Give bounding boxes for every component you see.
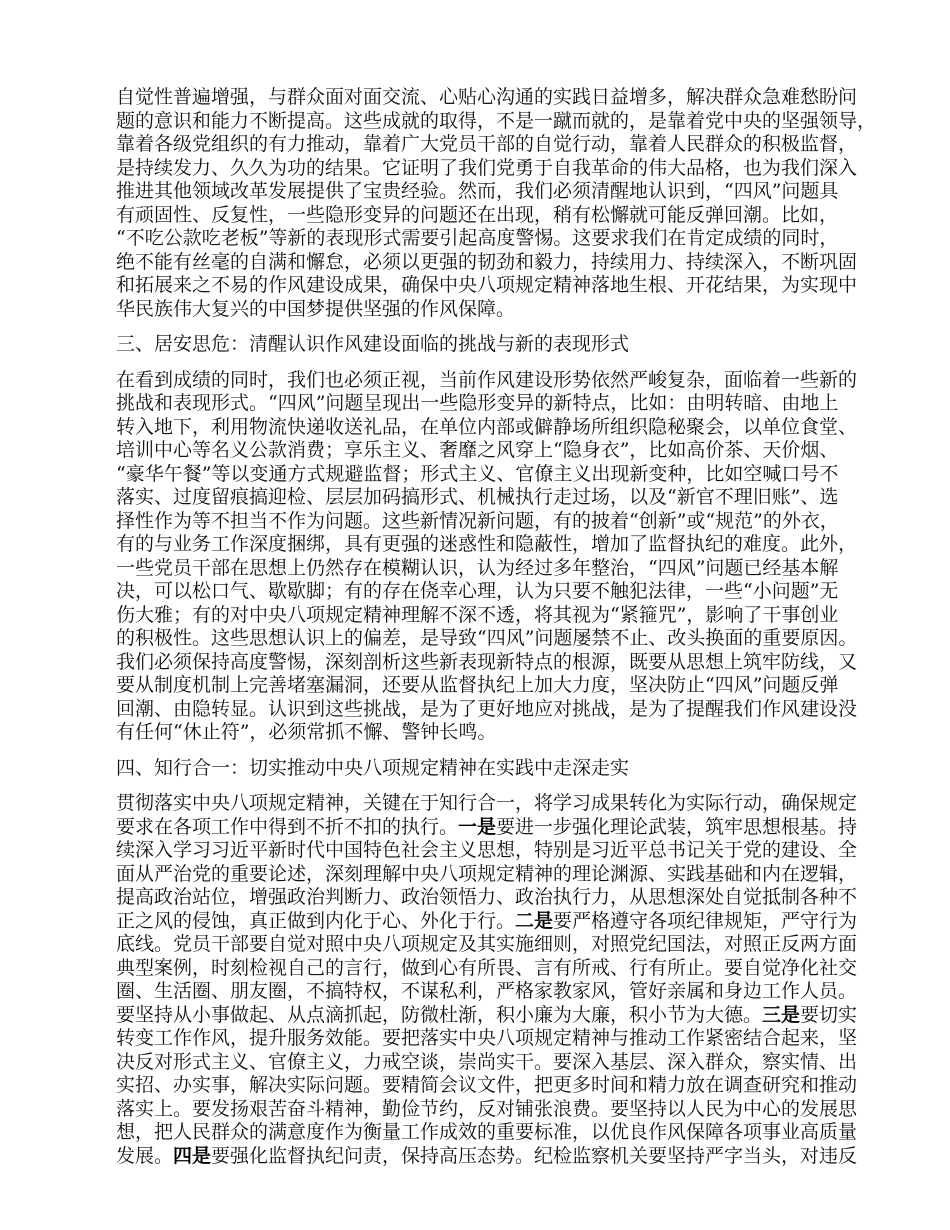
line-text: 底线。党员干部要自觉对照中央八项规定及其实施细则，对照党纪国法，对照正反两方面	[116, 933, 858, 955]
text-line: 题的意识和能力不断提高。这些成就的取得，不是一蹴而就的，是靠着党中央的坚强领导，	[116, 109, 877, 132]
text-line: 转入地下，利用物流快递收送礼品，在单位内部或僻静场所组织隐秘聚会，以单位食堂、	[116, 415, 858, 438]
text-line: 有任何“休止符”，必须常抓不懈、警钟长鸣。	[116, 721, 497, 743]
text-line	[116, 933, 858, 957]
section-heading-3: 三、居安思危：清醒认识作风建设面临的挑战与新的表现形式	[116, 333, 630, 355]
line-text: 落实上。要发扬艰苦奋斗精神，勤俭节约，反对铺张浪费。要坚持以人民为中心的发展思	[116, 1097, 858, 1120]
text-line	[116, 1003, 858, 1028]
text-line	[116, 1027, 858, 1051]
document-page	[116, 86, 877, 1180]
text-line	[116, 980, 858, 1004]
paragraph-practice	[116, 792, 858, 1168]
text-line	[116, 1121, 858, 1145]
text-line: 绝不能有丝毫的自满和懈怠，必须以更强的韧劲和毅力，持续用力、持续深入，不断巩固	[116, 250, 858, 273]
text-line: “不吃公款吃老板”等新的表现形式需要引起高度警惕。这要求我们在肯定成绩的同时，	[116, 227, 839, 249]
text-line: 培训中心等名义公款消费；享乐主义、奢靡之风穿上“隐身衣”，比如高价茶、天价烟、	[116, 439, 839, 461]
text-line: 择性作为等不担当不作为问题。这些新情况新问题，有的披着“创新”或“规范”的外衣，	[116, 509, 839, 532]
text-line: 我们必须保持高度警惕，深刻剖析这些新表现新特点的根源，既要从思想上筑牢防线，又	[116, 650, 858, 673]
text-line: “豪华午餐”等以变通方式规避监督；形式主义、官僚主义出现新变种，比如空喊口号不	[116, 462, 839, 485]
text-line: 的积极性。这些思想认识上的偏差，是导致“四风”问题屡禁不止、改头换面的重要原因。	[116, 627, 858, 649]
line-text: 贯彻落实中央八项规定精神，关键在于知行合一，将学习成果转化为实际行动，确保规定	[116, 792, 858, 814]
text-line: 决，可以松口气、歇歇脚；有的存在侥幸心理，认为只要不触犯法律，一些“小问题”无	[116, 580, 839, 602]
line-text: 提高政治站位，增强政治判断力、政治领悟力、政治执行力，从思想深处自觉抵制各种不	[116, 886, 858, 908]
text-line: 和拓展来之不易的作风建设成果，确保中央八项规定精神落地生根、开花结果，为实现中	[116, 274, 858, 296]
text-line: 华民族伟大复兴的中国梦提供坚强的作风保障。	[116, 297, 516, 320]
text-line: 在看到成绩的同时，我们也必须正视，当前作风建设形势依然严峻复杂，面临着一些新的	[116, 368, 858, 391]
paragraph-challenges	[116, 368, 858, 745]
line-text: 发展。	[116, 1144, 174, 1167]
text-line	[116, 862, 858, 887]
text-line	[116, 815, 858, 840]
text-line	[116, 1097, 858, 1122]
line-text: 正之风的侵蚀，真正做到内化于心、外化于行。	[116, 909, 516, 932]
line-text: 要进一步强化理论武装，筑牢思想根基。持	[496, 815, 858, 838]
text-line: 自觉性普遍增强，与群众面对面交流、心贴心沟通的实践日益增多，解决群众急难愁盼问	[116, 86, 858, 108]
text-line: 靠着各级党组织的有力推动，靠着广大党员干部的自觉行动，靠着人民群众的积极监督，	[116, 133, 858, 155]
paragraph-achievements	[116, 86, 877, 321]
text-line: 落实、过度留痕搞迎检、层层加码搞形式、机械执行走过场，以及“新官不理旧账”、选	[116, 486, 839, 508]
line-text: 要求在各项工作中得到不折不扣的执行。	[116, 815, 459, 838]
text-line: 一些党员干部在思想上仍然存在模糊认识，认为经过多年整治，“四风”问题已经基本解	[116, 556, 839, 579]
emphasis-label: 四是	[173, 1144, 212, 1167]
text-line	[116, 839, 858, 863]
line-text: 要坚持从小事做起、从点滴抓起，防微杜渐，积小廉为大廉，积小节为大德。	[116, 1003, 763, 1026]
line-text: 转变工作作风，提升服务效能。要把落实中央八项规定精神与推动工作紧密结合起来，坚	[116, 1027, 858, 1049]
line-text: 续深入学习习近平新时代中国特色社会主义思想，特别是习近平总书记关于党的建设、全	[116, 839, 858, 861]
line-text: 圈、生活圈、朋友圈，不搞特权，不谋私利，严格家教家风，管好亲属和身边工作人员。	[116, 980, 858, 1002]
line-text: 面从严治党的重要论述，深刻理解中央八项规定精神的理论渊源、实践基础和内在逻辑，	[116, 862, 858, 885]
emphasis-label: 三是	[762, 1003, 801, 1026]
text-line: 是持续发力、久久为功的结果。它证明了我们党勇于自我革命的伟大品格，也为我们深入	[116, 156, 858, 179]
text-line: 伤大雅；有的对中央八项规定精神理解不深不透，将其视为“紧箍咒”，影响了干事创业	[116, 603, 839, 626]
text-line	[116, 1074, 858, 1098]
text-line: 推进其他领域改革发展提供了宝贵经验。然而，我们必须清醒地认识到，“四风”问题具	[116, 180, 839, 202]
line-text: 要严格遵守各项纪律规矩，严守行为	[553, 909, 858, 932]
line-text: 要切实	[800, 1003, 858, 1026]
line-text: 要强化监督执纪问责，保持高压态势。纪检监察机关要坚持严字当头，对违反	[211, 1144, 858, 1167]
text-line	[116, 909, 858, 934]
line-text: 实招、办实事，解决实际问题。要精简会议文件，把更多时间和精力放在调查研究和推动	[116, 1074, 858, 1096]
text-line	[116, 1144, 858, 1169]
text-line: 要从制度机制上完善堵塞漏洞，还要从监督执纪上加大力度，坚决防止“四风”问题反弹	[116, 674, 839, 696]
line-text: 想，把人民群众的满意度作为衡量工作成效的重要标准，以优良作风保障各项事业高质量	[116, 1121, 858, 1143]
text-line: 回潮、由隐转显。认识到这些挑战，是为了更好地应对挑战，是为了提醒我们作风建设没	[116, 697, 858, 720]
text-line	[116, 886, 858, 910]
text-line	[116, 956, 858, 981]
section-heading-4: 四、知行合一：切实推动中央八项规定精神在实践中走深走实	[116, 756, 630, 779]
emphasis-label: 一是	[458, 815, 497, 838]
text-line	[116, 792, 858, 816]
text-line	[116, 1050, 858, 1075]
text-line: 挑战和表现形式。“四风”问题呈现出一些隐形变异的新特点，比如：由明转暗、由地上	[116, 392, 839, 414]
line-text: 典型案例，时刻检视自己的言行，做到心有所畏、言有所戒、行有所止。要自觉净化社交	[116, 956, 858, 979]
text-line: 有顽固性、反复性，一些隐形变异的问题还在出现，稍有松懈就可能反弹回潮。比如，	[116, 203, 839, 226]
text-line: 有的与业务工作深度捆绑，具有更强的迷惑性和隐蔽性，增加了监督执纪的难度。此外，	[116, 533, 858, 555]
emphasis-label: 二是	[515, 909, 554, 932]
line-text: 决反对形式主义、官僚主义，力戒空谈，崇尚实干。要深入基层、深入群众，察实情、出	[116, 1050, 858, 1073]
